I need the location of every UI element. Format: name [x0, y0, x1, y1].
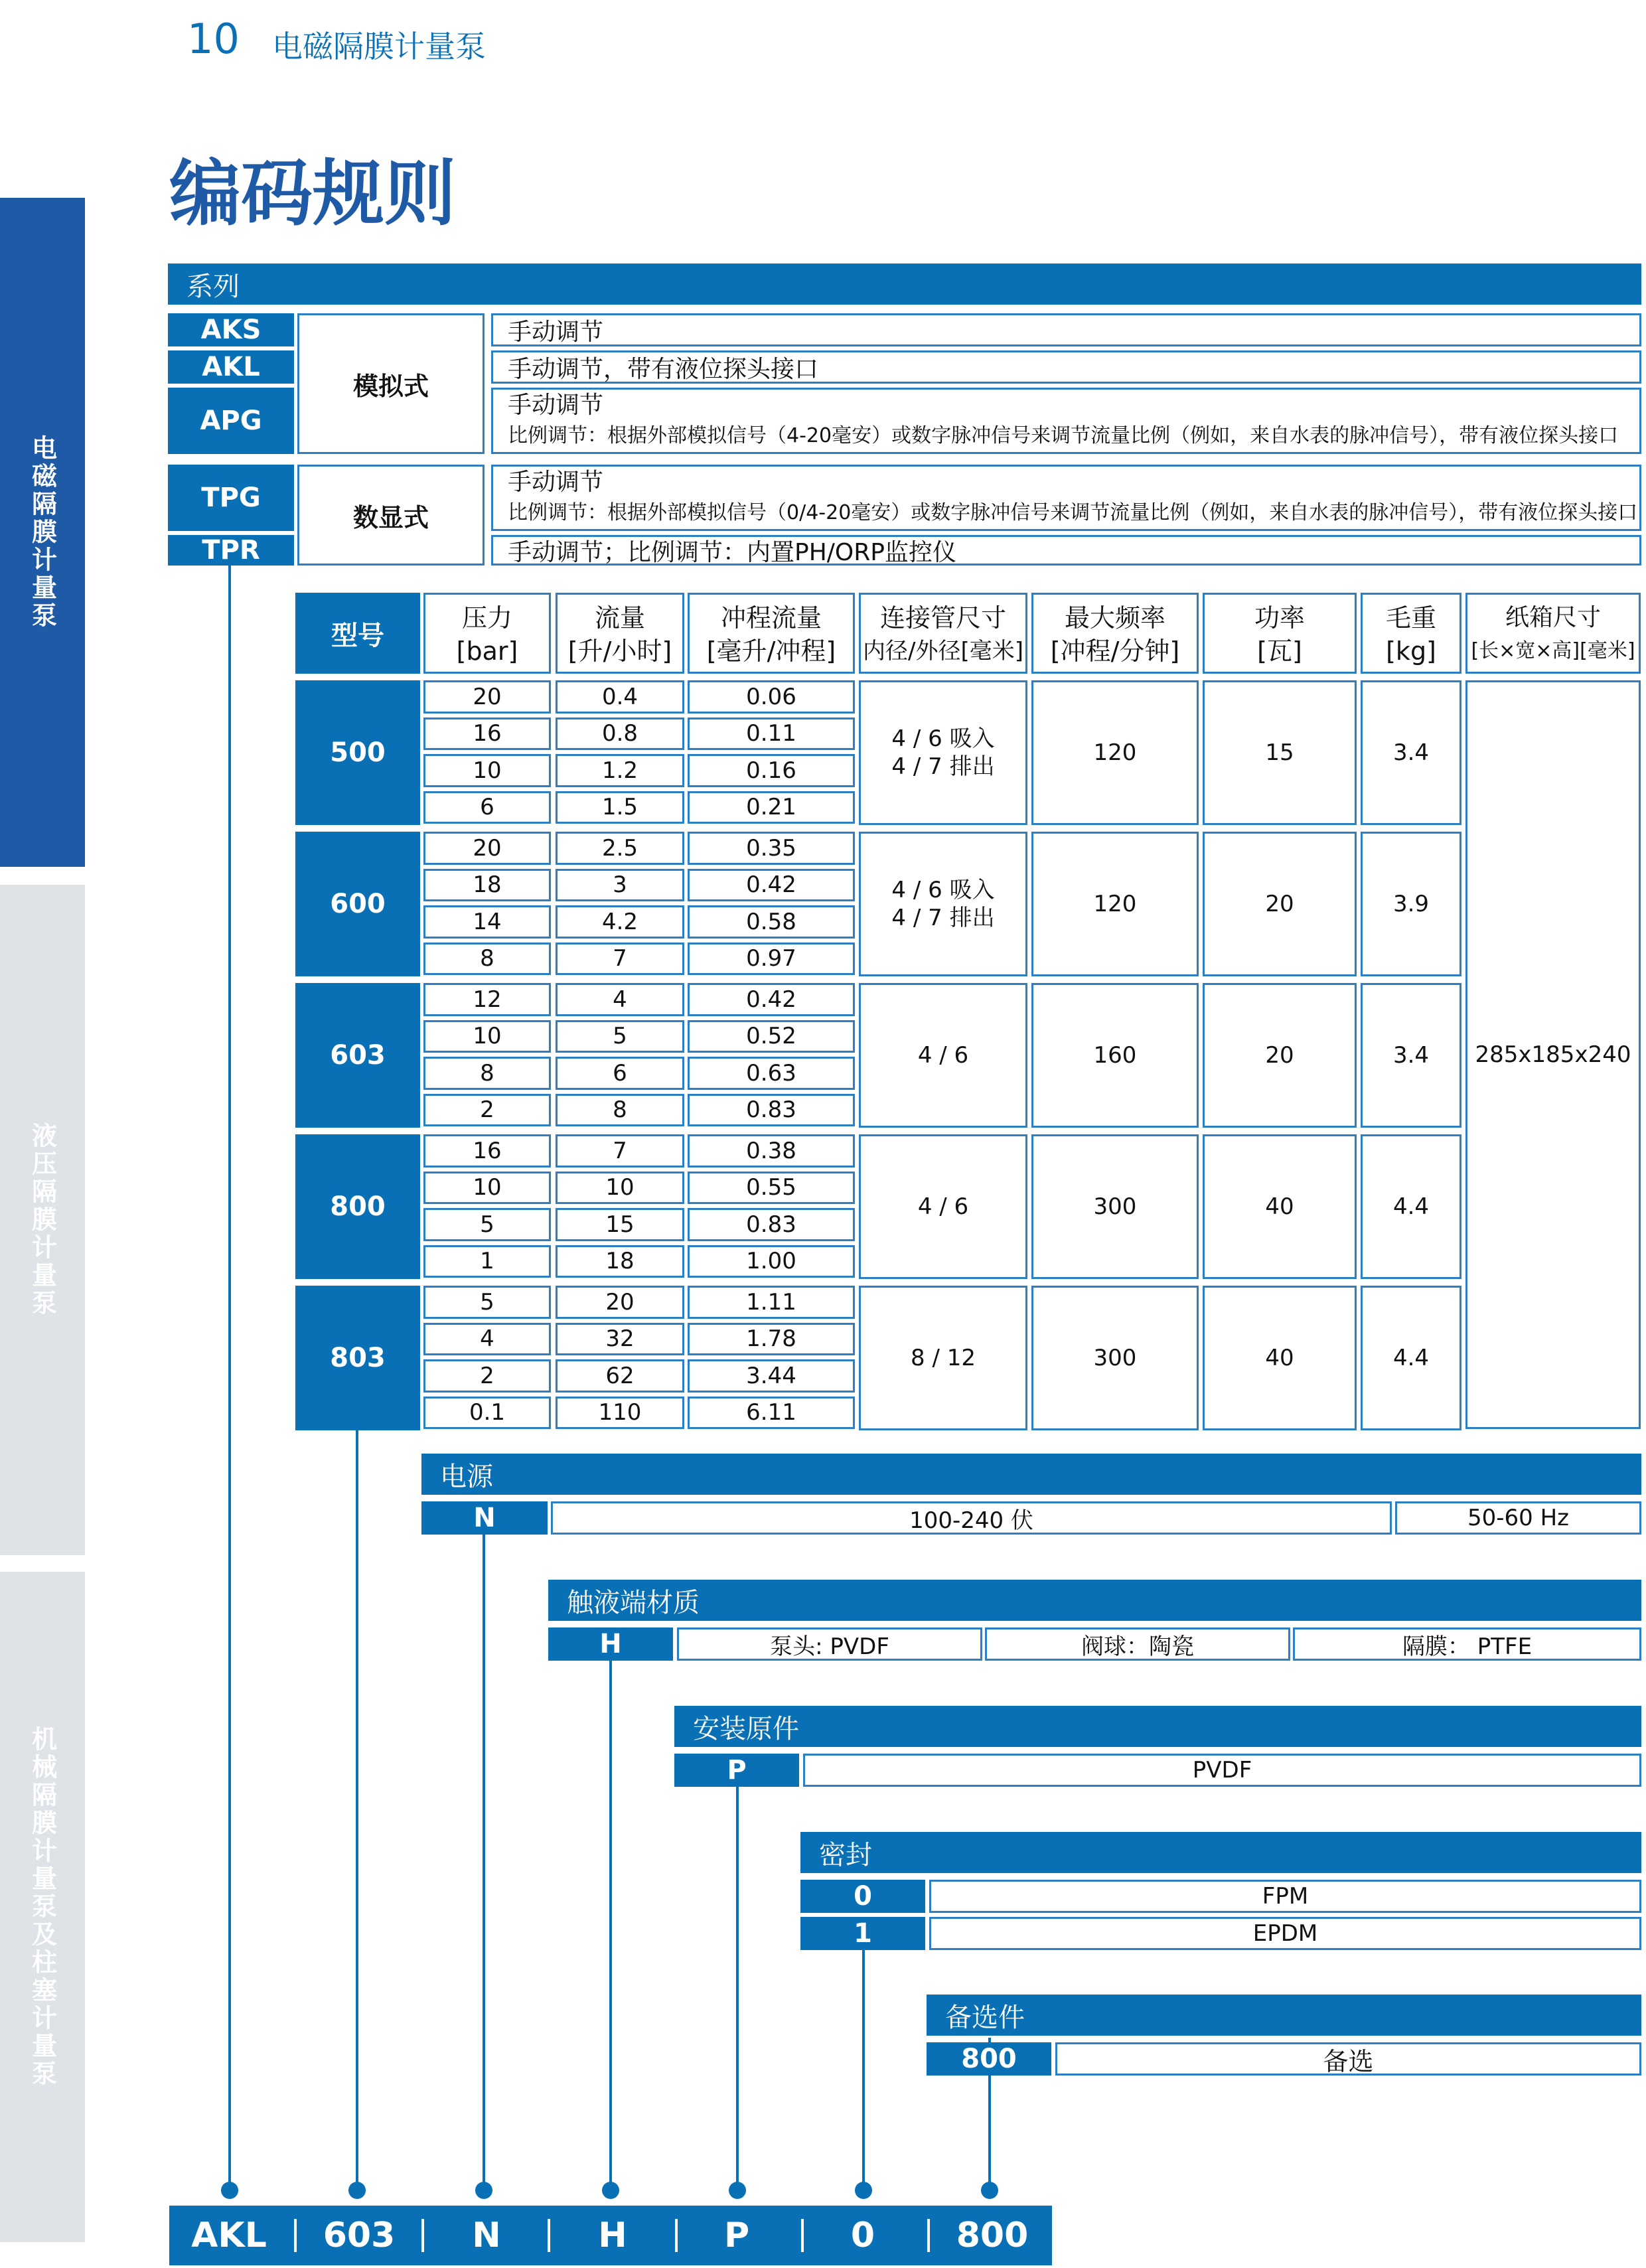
header-line2: [瓦]	[1257, 637, 1302, 666]
connector-dot	[729, 2182, 746, 2199]
series-group-digital-label: 数显式	[352, 502, 429, 532]
model-header-flow	[556, 593, 684, 674]
section-title: 电磁隔膜计量泵	[272, 29, 486, 64]
flow-cell: 7	[556, 1134, 684, 1168]
power-supply-header: 电源	[421, 1454, 1641, 1495]
series-code-tpr[interactable]: TPR	[168, 535, 294, 566]
pressure-cell: 0.1	[423, 1397, 551, 1430]
connector-dot	[855, 2182, 872, 2199]
wetted-material-header: 触液端材质	[548, 1580, 1641, 1621]
model-code-603[interactable]: 603	[295, 983, 420, 1128]
stroke-volume-cell: 0.11	[688, 718, 855, 751]
flow-cell: 4	[556, 983, 684, 1016]
model-header-label: 型号	[331, 620, 384, 651]
stroke-volume-cell: 0.06	[688, 680, 855, 714]
connector-line-series	[228, 563, 231, 2189]
model-header-power	[1203, 593, 1357, 674]
pressure-cell: 6	[423, 791, 551, 824]
stroke-volume-cell: 0.83	[688, 1094, 855, 1127]
series-group-analog-label: 模拟式	[352, 371, 429, 401]
model-header-weight	[1361, 593, 1461, 674]
model-code-500[interactable]: 500	[295, 680, 420, 825]
flow-cell: 6	[556, 1057, 684, 1090]
side-tab-mechanical[interactable]	[0, 1572, 85, 2242]
header-line2: [冲程/分钟]	[1050, 637, 1180, 666]
options-value: 备选	[1055, 2042, 1641, 2076]
flow-cell: 7	[556, 943, 684, 976]
flow-cell: 3	[556, 869, 684, 902]
connector-line-model	[356, 1427, 358, 2190]
pressure-cell: 5	[423, 1286, 551, 1319]
seal-code-0[interactable]: 0	[800, 1880, 925, 1913]
pressure-cell: 5	[423, 1208, 551, 1241]
side-tab-label: 机械隔膜计量泵及柱塞计量泵	[27, 1726, 57, 2088]
wetted-pump-head: 泵头: PVDF	[677, 1627, 982, 1661]
pipe-size-line: 4 / 6 吸入	[891, 725, 995, 752]
stroke-volume-cell: 0.42	[688, 983, 855, 1016]
pipe-size-cell	[859, 1286, 1027, 1430]
stroke-volume-cell: 3.44	[688, 1359, 855, 1393]
pressure-cell: 14	[423, 905, 551, 939]
series-desc-tpr: 手动调节；比例调节：内置PH/ORP监控仪	[491, 535, 1641, 566]
flow-cell: 15	[556, 1208, 684, 1241]
flow-cell: 62	[556, 1359, 684, 1393]
header-line2: [长×宽×高][毫米]	[1471, 639, 1635, 662]
pressure-cell: 1	[423, 1245, 551, 1278]
pressure-cell: 20	[423, 832, 551, 865]
stroke-volume-cell: 1.11	[688, 1286, 855, 1319]
carton-size-cell	[1465, 680, 1641, 1429]
header-line1: 纸箱尺寸	[1505, 604, 1601, 631]
pressure-cell: 8	[423, 943, 551, 976]
connector-dot	[475, 2182, 492, 2199]
stroke-volume-cell: 0.38	[688, 1134, 855, 1168]
header-line1: 功率	[1254, 603, 1305, 633]
final-code-fittings: P	[723, 2216, 750, 2255]
power-supply-voltage: 100-240 伏	[551, 1501, 1392, 1535]
pressure-cell: 8	[423, 1057, 551, 1090]
weight-cell: 3.4	[1361, 983, 1461, 1128]
series-desc-apg	[491, 388, 1641, 454]
flow-cell: 110	[556, 1397, 684, 1430]
stroke-volume-cell: 0.21	[688, 791, 855, 824]
final-code-bar	[169, 2206, 1052, 2265]
series-code-akl[interactable]: AKL	[168, 350, 294, 384]
series-header: 系列	[168, 264, 1641, 305]
connector-dot	[221, 2182, 238, 2199]
final-code-seal: 0	[850, 2216, 875, 2255]
series-group-digital	[297, 465, 485, 566]
pressure-cell: 10	[423, 1020, 551, 1053]
wetted-material-code[interactable]: H	[548, 1627, 673, 1661]
model-header-pressure	[423, 593, 551, 674]
stroke-volume-cell: 0.58	[688, 905, 855, 939]
flow-cell: 10	[556, 1172, 684, 1205]
final-code-wetted: H	[598, 2216, 627, 2255]
pressure-cell: 16	[423, 1134, 551, 1168]
weight-cell: 4.4	[1361, 1286, 1461, 1430]
seal-code-1[interactable]: 1	[800, 1917, 925, 1950]
final-code-divider	[421, 2219, 424, 2252]
pressure-cell: 10	[423, 1172, 551, 1205]
flow-cell: 5	[556, 1020, 684, 1053]
header-line1: 最大频率	[1064, 603, 1165, 633]
page-title: 编码规则	[169, 153, 457, 236]
final-code-divider	[675, 2219, 678, 2252]
carton-size-value: 285x185x240	[1475, 1041, 1631, 1068]
flow-cell: 32	[556, 1323, 684, 1356]
options-header: 备选件	[927, 1995, 1641, 2036]
power-cell: 20	[1203, 832, 1357, 976]
frequency-cell: 300	[1031, 1286, 1199, 1430]
pipe-size-line: 4 / 6	[917, 1193, 969, 1220]
pipe-size-line: 8 / 12	[911, 1345, 976, 1371]
model-header-stroke-volume	[688, 593, 855, 674]
fittings-value: PVDF	[803, 1754, 1641, 1787]
frequency-cell: 160	[1031, 983, 1199, 1128]
header-line2: [bar]	[456, 637, 518, 666]
pipe-size-cell	[859, 983, 1027, 1128]
stroke-volume-cell: 1.00	[688, 1245, 855, 1278]
connector-line-wetted	[609, 1659, 612, 2190]
wetted-diaphragm: 隔膜： PTFE	[1293, 1627, 1641, 1661]
final-code-divider	[294, 2219, 297, 2252]
connector-dot	[602, 2182, 619, 2199]
flow-cell: 1.2	[556, 754, 684, 787]
series-desc-line: 手动调节	[508, 392, 604, 419]
seal-header: 密封	[800, 1832, 1641, 1873]
weight-cell: 3.4	[1361, 680, 1461, 825]
model-header-pipe	[859, 593, 1027, 674]
model-code-803[interactable]: 803	[295, 1286, 420, 1430]
flow-cell: 1.5	[556, 791, 684, 824]
flow-cell: 20	[556, 1286, 684, 1319]
series-code-apg[interactable]: APG	[168, 388, 294, 454]
stroke-volume-cell: 0.55	[688, 1172, 855, 1205]
wetted-valve-ball: 阀球：陶瓷	[985, 1627, 1290, 1661]
stroke-volume-cell: 1.78	[688, 1323, 855, 1356]
seal-value-epdm: EPDM	[929, 1917, 1641, 1950]
flow-cell: 4.2	[556, 905, 684, 939]
power-supply-code[interactable]: N	[421, 1501, 548, 1535]
header-line2: [kg]	[1386, 637, 1436, 666]
pressure-cell: 12	[423, 983, 551, 1016]
model-code-600[interactable]: 600	[295, 832, 420, 976]
pipe-size-line: 4 / 6	[917, 1042, 969, 1069]
side-tab-hydraulic[interactable]	[0, 885, 85, 1555]
header-line2: [升/小时]	[567, 637, 672, 666]
weight-cell: 4.4	[1361, 1134, 1461, 1279]
series-code-tpg[interactable]: TPG	[168, 465, 294, 531]
series-desc-line: 手动调节	[508, 469, 604, 496]
final-code-divider	[548, 2219, 550, 2252]
header-line1: 压力	[461, 603, 512, 633]
series-group-analog	[297, 313, 485, 454]
connector-line-fittings	[736, 1785, 739, 2190]
pressure-cell: 16	[423, 718, 551, 751]
final-code-options: 800	[956, 2216, 1029, 2255]
model-header-frequency	[1031, 593, 1199, 674]
power-supply-frequency: 50-60 Hz	[1395, 1501, 1641, 1535]
series-code-aks[interactable]: AKS	[168, 313, 294, 346]
series-desc-akl: 手动调节，带有液位探头接口	[491, 350, 1641, 384]
pipe-size-cell	[859, 1134, 1027, 1279]
series-desc-line: 比例调节：根据外部模拟信号（4-20毫安）或数字脉冲信号来调节流量比例（例如，来自水表的脉冲信号），带有液位探头接口	[508, 424, 1619, 447]
series-desc-aks: 手动调节	[491, 313, 1641, 346]
header-line2: 内径/外径[毫米]	[863, 638, 1023, 664]
power-cell: 40	[1203, 1134, 1357, 1279]
pipe-size-line: 4 / 7 排出	[891, 753, 995, 780]
series-desc-tpg	[491, 465, 1641, 531]
power-cell: 40	[1203, 1286, 1357, 1430]
final-code-power: N	[472, 2216, 501, 2255]
seal-value-fpm: FPM	[929, 1880, 1641, 1913]
stroke-volume-cell: 0.52	[688, 1020, 855, 1053]
connector-line-seal	[862, 1948, 865, 2190]
model-code-800[interactable]: 800	[295, 1134, 420, 1279]
model-header-type	[295, 593, 420, 674]
model-header-carton	[1465, 593, 1641, 674]
pipe-size-cell	[859, 680, 1027, 825]
stroke-volume-cell: 0.16	[688, 754, 855, 787]
pressure-cell: 10	[423, 754, 551, 787]
pipe-size-line: 4 / 7 排出	[891, 905, 995, 931]
stroke-volume-cell: 6.11	[688, 1397, 855, 1430]
power-cell: 15	[1203, 680, 1357, 825]
header-line1: 连接管尺寸	[879, 603, 1006, 633]
header-line1: 毛重	[1385, 603, 1436, 633]
connector-line-power	[483, 1533, 485, 2190]
final-code-model: 603	[323, 2216, 396, 2255]
header-line2: [毫升/冲程]	[706, 637, 836, 666]
stroke-volume-cell: 0.83	[688, 1208, 855, 1241]
pipe-size-line: 4 / 6 吸入	[891, 877, 995, 903]
series-desc-line: 比例调节：根据外部模拟信号（0/4-20毫安）或数字脉冲信号来调节流量比例（例如，来自水表的脉冲信号），带有液位探头接口	[508, 501, 1638, 524]
fittings-code[interactable]: P	[674, 1754, 799, 1787]
side-tab-label: 电磁隔膜计量泵	[27, 435, 57, 630]
flow-cell: 2.5	[556, 832, 684, 865]
options-code[interactable]: 800	[927, 2042, 1051, 2076]
pressure-cell: 2	[423, 1359, 551, 1393]
header-line1: 流量	[594, 603, 645, 633]
frequency-cell: 300	[1031, 1134, 1199, 1279]
final-code-divider	[801, 2219, 804, 2252]
frequency-cell: 120	[1031, 832, 1199, 976]
pressure-cell: 4	[423, 1323, 551, 1356]
side-tab-label: 液压隔膜计量泵	[27, 1122, 57, 1318]
power-cell: 20	[1203, 983, 1357, 1128]
stroke-volume-cell: 0.97	[688, 943, 855, 976]
pressure-cell: 18	[423, 869, 551, 902]
connector-dot	[348, 2182, 366, 2199]
flow-cell: 18	[556, 1245, 684, 1278]
stroke-volume-cell: 0.42	[688, 869, 855, 902]
final-code-series: AKL	[191, 2216, 267, 2255]
stroke-volume-cell: 0.35	[688, 832, 855, 865]
flow-cell: 0.4	[556, 680, 684, 714]
frequency-cell: 120	[1031, 680, 1199, 825]
pipe-size-cell	[859, 832, 1027, 976]
header-line1: 冲程流量	[720, 603, 822, 633]
flow-cell: 8	[556, 1094, 684, 1127]
connector-dot	[981, 2182, 998, 2199]
side-tab-electromagnetic[interactable]	[0, 198, 85, 867]
flow-cell: 0.8	[556, 718, 684, 751]
final-code-divider	[927, 2219, 930, 2252]
page-number: 10	[187, 15, 240, 63]
weight-cell: 3.9	[1361, 832, 1461, 976]
pressure-cell: 2	[423, 1094, 551, 1127]
fittings-header: 安装原件	[674, 1706, 1641, 1747]
pressure-cell: 20	[423, 680, 551, 714]
stroke-volume-cell: 0.63	[688, 1057, 855, 1090]
